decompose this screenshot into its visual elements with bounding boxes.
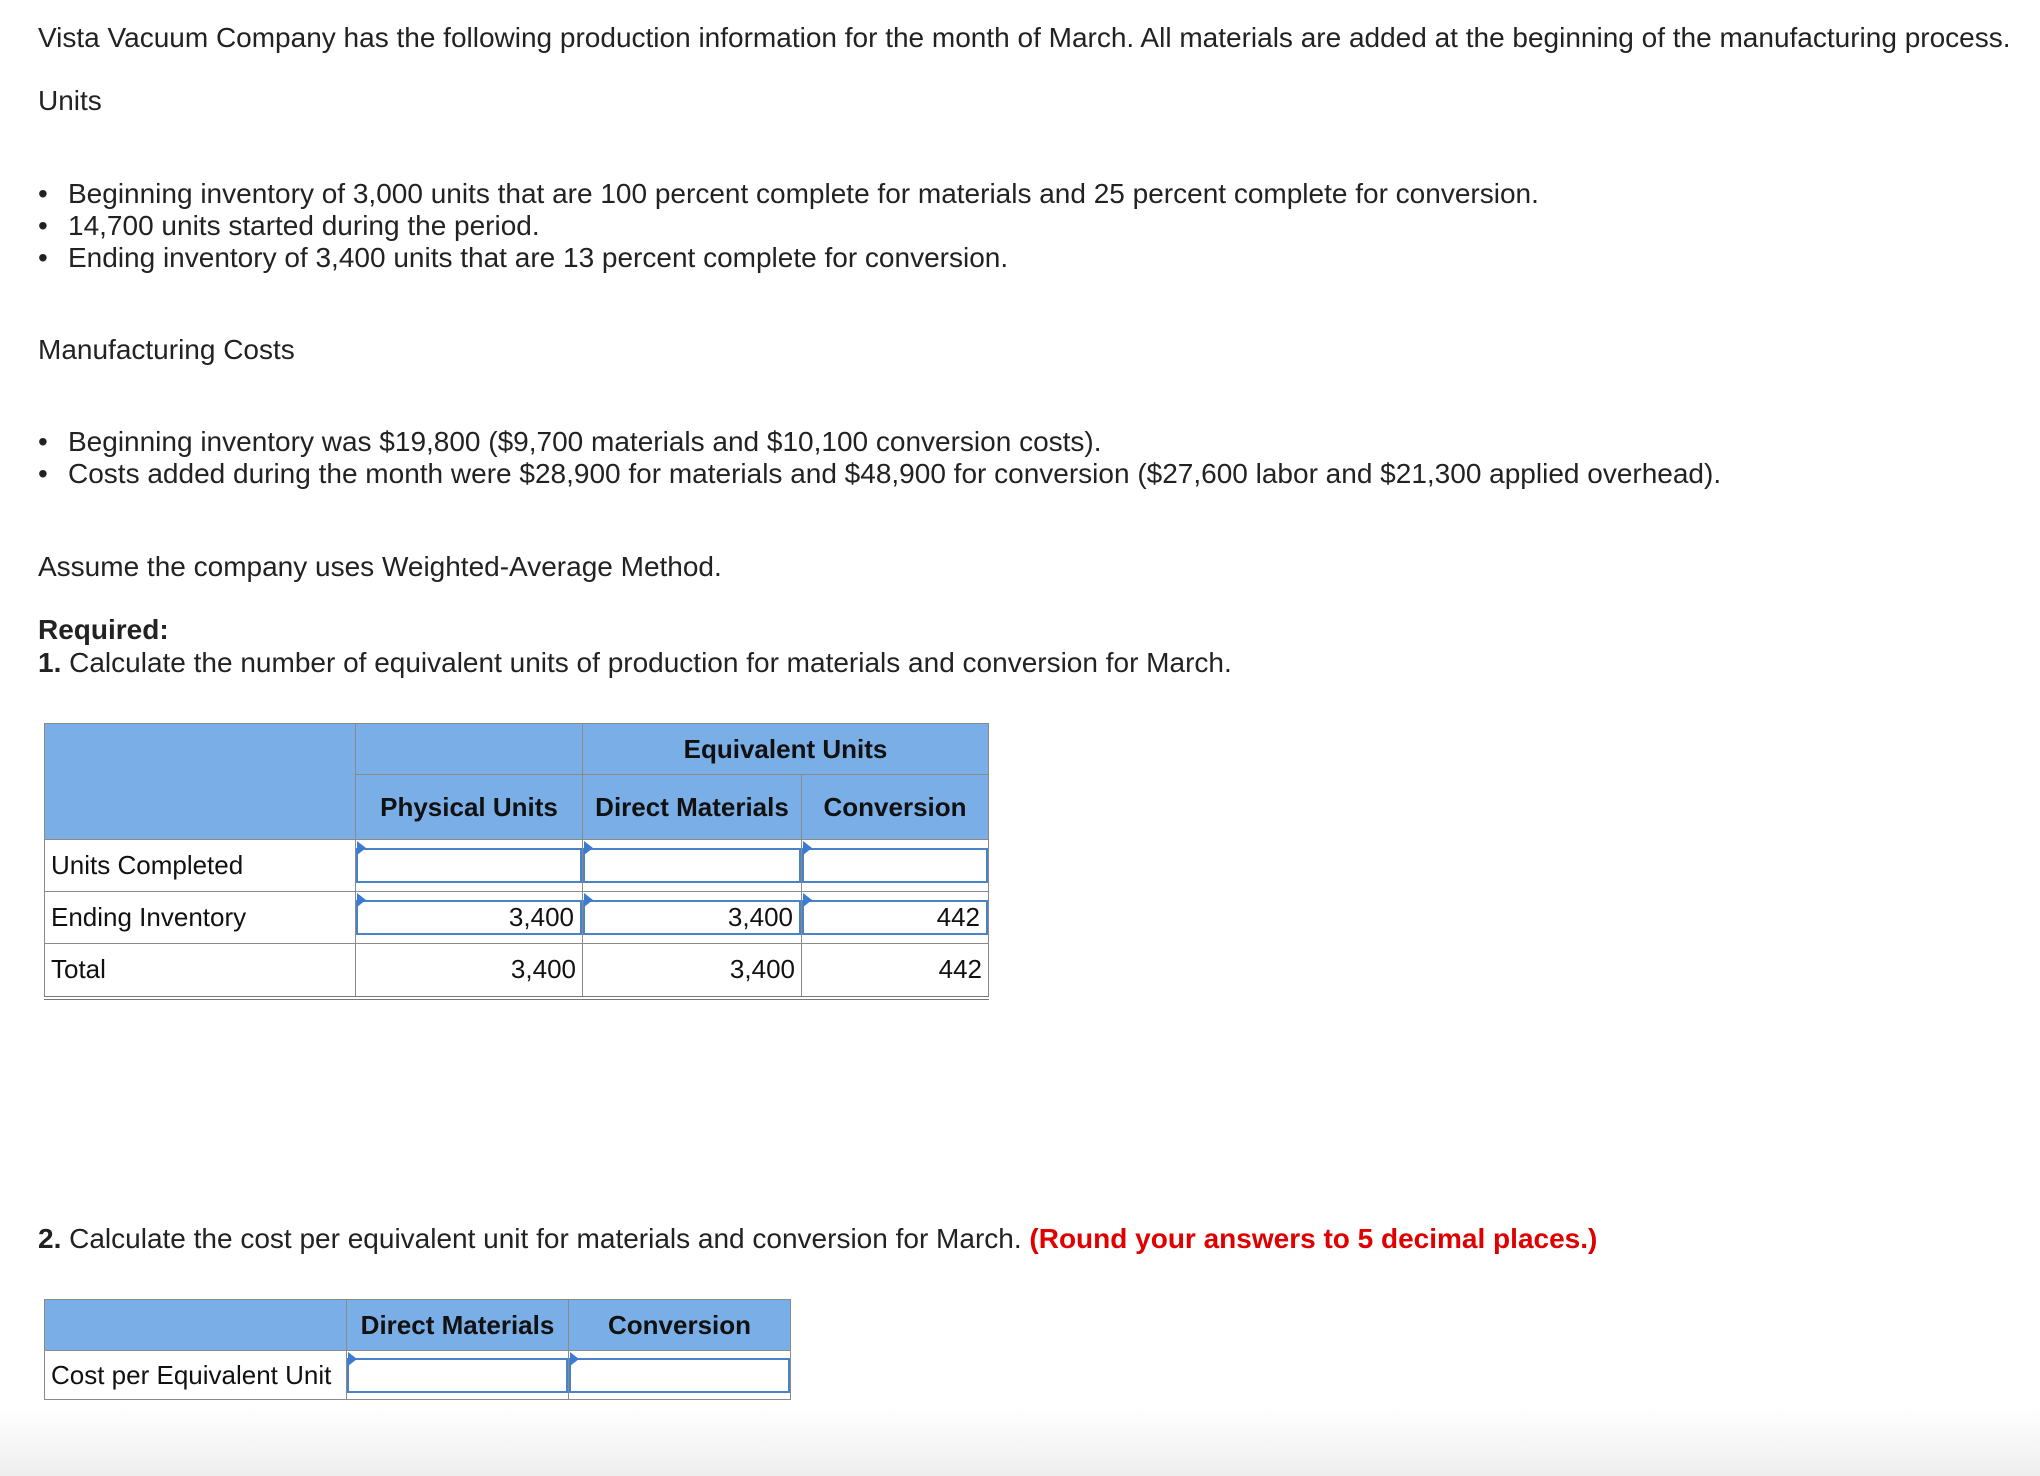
cost-conversion-input[interactable] xyxy=(569,1358,790,1393)
total-physical-value: 3,400 xyxy=(356,944,583,998)
ending-inventory-conversion-input[interactable] xyxy=(802,900,988,935)
question-2: 2. Calculate the cost per equivalent unit for materials and conversion for March. (Round your answers to 5 decimal places.) xyxy=(38,1223,1598,1254)
rounding-note: (Round your answers to 5 decimal places.) xyxy=(1029,1223,1598,1254)
units-completed-physical-cell xyxy=(356,840,583,892)
direct-materials-header: Direct Materials xyxy=(347,1300,569,1351)
table-header-blank xyxy=(356,724,583,775)
units-completed-conversion-input[interactable] xyxy=(802,848,988,883)
equivalent-units-table xyxy=(44,723,989,1000)
bullet-icon: • xyxy=(38,426,48,457)
units-heading: Units xyxy=(38,85,102,116)
ending-inventory-materials-cell xyxy=(583,892,802,944)
table-row xyxy=(45,840,989,892)
table-corner xyxy=(45,1300,347,1351)
units-completed-conversion-cell xyxy=(802,840,989,892)
input-marker-icon xyxy=(803,893,812,907)
row-label-ending-inventory: Ending Inventory xyxy=(45,892,356,944)
total-conversion-value: 442 xyxy=(802,944,989,998)
row-label-total: Total xyxy=(45,944,356,998)
bullet-icon: • xyxy=(38,458,48,489)
costs-heading: Manufacturing Costs xyxy=(38,334,295,365)
units-bullet: • Beginning inventory of 3,000 units that are 100 percent complete for materials and 25 percent complete for conversion. xyxy=(38,178,1539,209)
input-marker-icon xyxy=(584,841,593,855)
ending-inventory-physical-cell xyxy=(356,892,583,944)
ending-inventory-physical-input[interactable] xyxy=(356,900,582,935)
input-marker-icon xyxy=(357,893,366,907)
input-marker-icon xyxy=(357,841,366,855)
ending-inventory-conversion-cell xyxy=(802,892,989,944)
intro-paragraph: Vista Vacuum Company has the following production information for the month of March. All materials are added at the beginning of the manufacturing process. xyxy=(38,22,2011,53)
physical-units-header: Physical Units xyxy=(356,775,583,840)
ending-inventory-materials-input[interactable] xyxy=(583,900,801,935)
table-row xyxy=(45,944,989,998)
table-corner xyxy=(45,724,356,840)
input-marker-icon xyxy=(570,1352,579,1366)
units-completed-physical-input[interactable] xyxy=(356,848,582,883)
total-materials-value: 3,400 xyxy=(583,944,802,998)
units-completed-materials-cell xyxy=(583,840,802,892)
bullet-icon: • xyxy=(38,210,48,241)
bottom-fade xyxy=(0,1406,2040,1476)
cost-materials-input[interactable] xyxy=(347,1358,568,1393)
row-label-cost-per-unit: Cost per Equivalent Unit xyxy=(45,1351,347,1400)
cost-per-unit-table xyxy=(44,1299,791,1400)
bullet-icon: • xyxy=(38,242,48,273)
costs-bullet: • Costs added during the month were $28,900 for materials and $48,900 for conversion ($27,600 labor and $21,300 applied overhead). xyxy=(38,458,1722,489)
equivalent-units-header: Equivalent Units xyxy=(583,724,989,775)
bullet-icon: • xyxy=(38,178,48,209)
input-marker-icon xyxy=(803,841,812,855)
row-label-units-completed: Units Completed xyxy=(45,840,356,892)
costs-bullet: • Beginning inventory was $19,800 ($9,700 materials and $10,100 conversion costs). xyxy=(38,426,1102,457)
required-label: Required: xyxy=(38,614,169,645)
cost-conversion-cell xyxy=(569,1351,791,1400)
conversion-header: Conversion xyxy=(802,775,989,840)
table-row xyxy=(45,892,989,944)
input-marker-icon xyxy=(584,893,593,907)
conversion-header: Conversion xyxy=(569,1300,791,1351)
input-marker-icon xyxy=(348,1352,357,1366)
table-row xyxy=(45,1351,791,1400)
units-bullet: • Ending inventory of 3,400 units that are 13 percent complete for conversion. xyxy=(38,242,1009,273)
direct-materials-header: Direct Materials xyxy=(583,775,802,840)
cost-materials-cell xyxy=(347,1351,569,1400)
method-text: Assume the company uses Weighted-Average Method. xyxy=(38,551,722,582)
units-bullet: • 14,700 units started during the period. xyxy=(38,210,540,241)
question-1: 1. Calculate the number of equivalent units of production for materials and conversion for March. xyxy=(38,647,1232,678)
units-completed-materials-input[interactable] xyxy=(583,848,801,883)
